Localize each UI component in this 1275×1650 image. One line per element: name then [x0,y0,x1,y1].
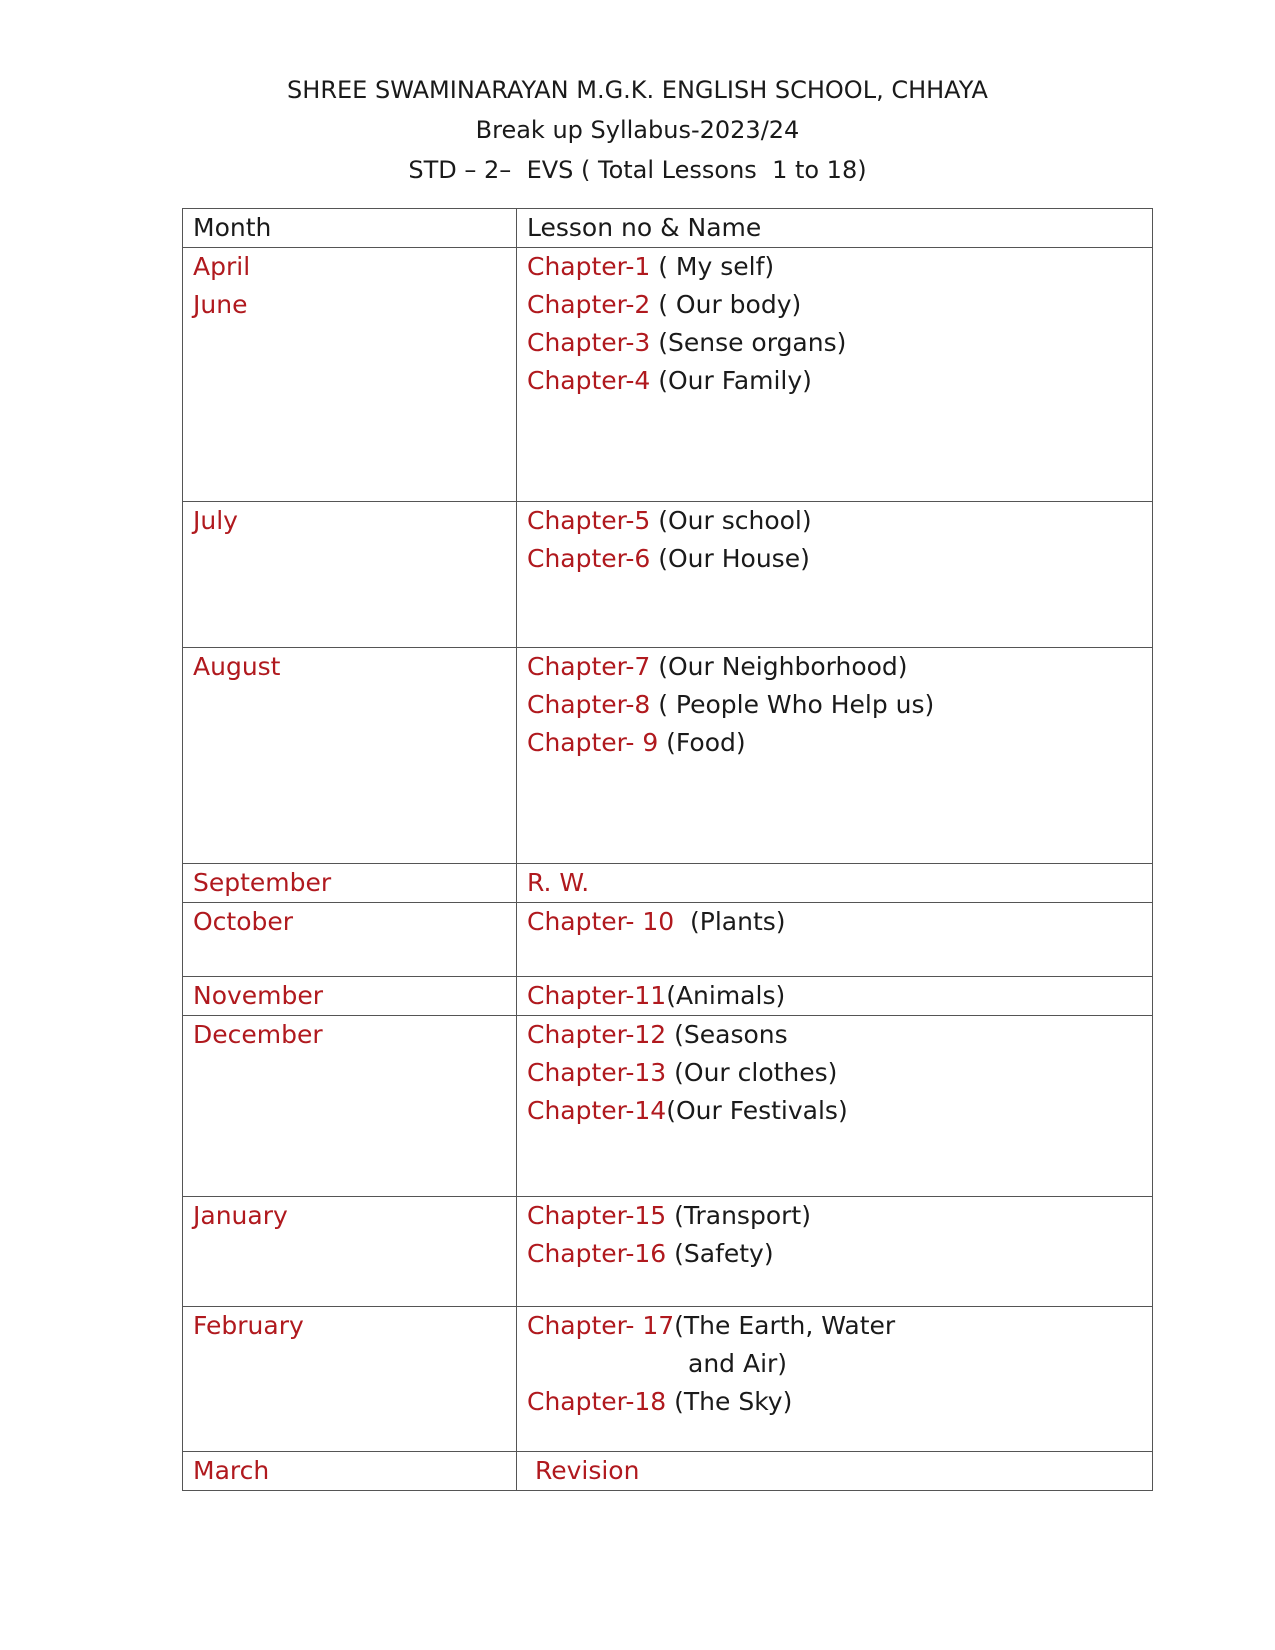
table-row [183,1016,1153,1197]
lesson-cell [517,1197,1153,1307]
lesson-entry: Chapter-1 ( My self) [527,252,775,281]
document-header [0,70,1275,190]
table-row [183,1307,1153,1452]
month-cell [183,502,517,648]
table-row [183,648,1153,864]
lesson-entry: Chapter- 9 (Food) [527,728,746,757]
lesson-entry: Chapter-14(Our Festivals) [527,1096,848,1125]
lesson-cell [517,502,1153,648]
lesson-cell [517,864,1153,903]
lesson-entry: Chapter-12 (Seasons [527,1020,788,1049]
month-label: October [193,907,294,936]
table-row [183,248,1153,502]
lesson-entry: Chapter-5 (Our school) [527,506,812,535]
month-label: January [193,1201,288,1230]
month-cell [183,248,517,502]
lesson-entry: Chapter-4 (Our Family) [527,366,812,395]
lesson-cell [517,977,1153,1016]
month-label: August [193,652,281,681]
table-row [183,1197,1153,1307]
month-header: Month [183,209,517,248]
lesson-cell [517,1452,1153,1491]
lesson-cell [517,1016,1153,1197]
month-label: April [193,252,251,281]
month-cell [183,977,517,1016]
table-row [183,903,1153,977]
lesson-entry: Chapter-7 (Our Neighborhood) [527,652,908,681]
table-row [183,864,1153,903]
syllabus-title: Break up Syllabus-2023/24 [475,116,800,144]
lesson-cell [517,1307,1153,1452]
lesson-header: Lesson no & Name [517,209,1153,248]
month-label: November [193,981,324,1010]
table-header-row [183,209,1153,248]
month-label: September [193,868,332,897]
month-label: July [193,506,238,535]
month-label: June [193,290,248,319]
month-cell [183,903,517,977]
table-row [183,977,1153,1016]
month-cell [183,648,517,864]
lesson-entry: Revision [527,1456,640,1485]
lesson-entry: Chapter-2 ( Our body) [527,290,802,319]
lesson-entry: Chapter-6 (Our House) [527,544,810,573]
lesson-entry-continuation: and Air) [688,1349,788,1378]
lesson-entry: Chapter-18 (The Sky) [527,1387,793,1416]
lesson-entry: Chapter- 17(The Earth, Water [527,1311,896,1340]
month-label: December [193,1020,323,1049]
lesson-entry: Chapter-16 (Safety) [527,1239,774,1268]
month-cell [183,1016,517,1197]
lesson-entry: Chapter-15 (Transport) [527,1201,811,1230]
table-row [183,1452,1153,1491]
lesson-cell [517,903,1153,977]
lesson-entry: Chapter-8 ( People Who Help us) [527,690,935,719]
month-cell [183,1307,517,1452]
lesson-cell [517,648,1153,864]
month-label: March [193,1456,270,1485]
school-name: SHREE SWAMINARAYAN M.G.K. ENGLISH SCHOOL, CHHAYA [287,76,988,104]
month-cell [183,1452,517,1491]
std-subject-line: STD – 2– EVS ( Total Lessons 1 to 18) [408,156,867,184]
month-cell [183,1197,517,1307]
month-cell [183,864,517,903]
month-label: February [193,1311,304,1340]
lesson-entry: Chapter- 10 (Plants) [527,907,786,936]
lesson-entry: Chapter-3 (Sense organs) [527,328,847,357]
lesson-entry: Chapter-13 (Our clothes) [527,1058,838,1087]
lesson-cell [517,248,1153,502]
table-row [183,502,1153,648]
syllabus-table [182,208,1153,1491]
lesson-entry: R. W. [527,868,590,897]
lesson-entry: Chapter-11(Animals) [527,981,786,1010]
